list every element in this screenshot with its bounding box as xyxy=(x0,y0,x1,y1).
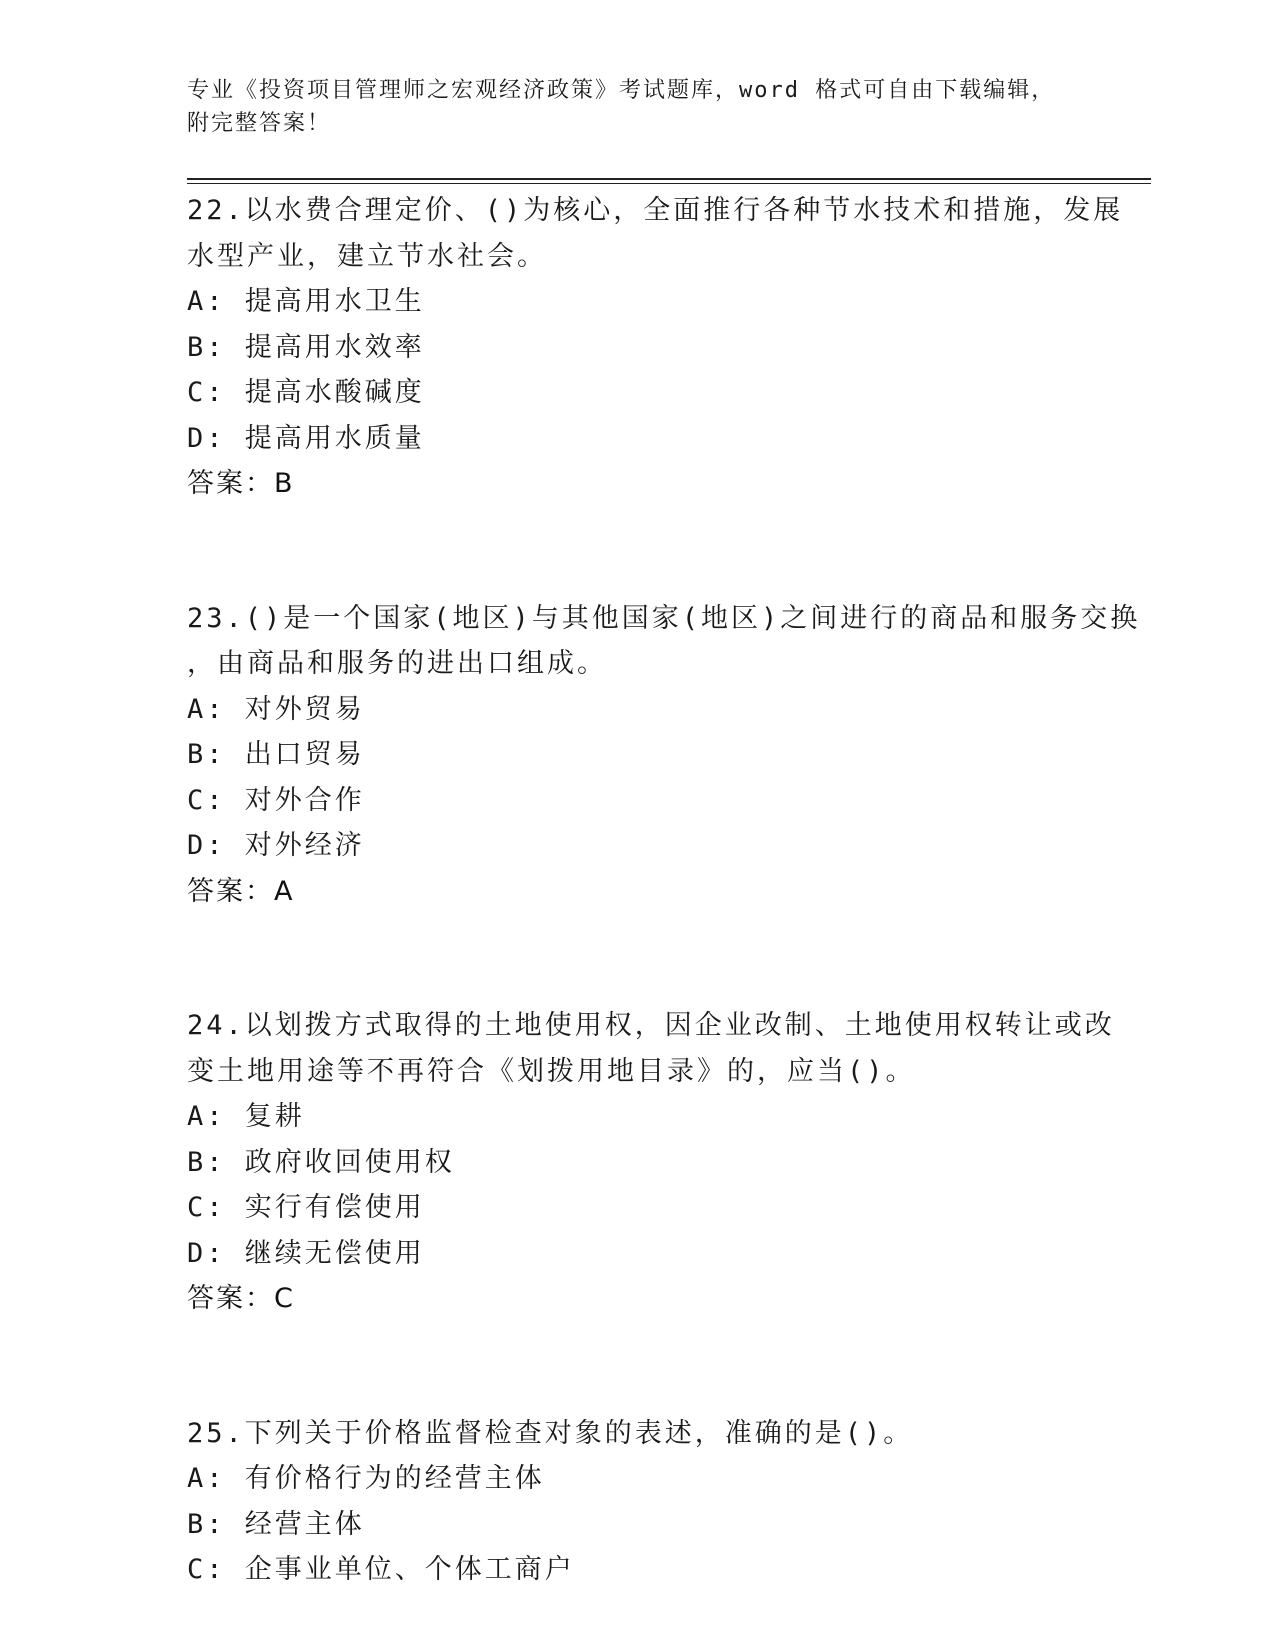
option-a: A: 复耕 xyxy=(187,1101,305,1132)
option-a: A: 有价格行为的经营主体 xyxy=(187,1463,545,1494)
question-stem-line: 22.以水费合理定价、()为核心，全面推行各种节水技术和措施，发展 xyxy=(187,195,1124,226)
question-spacer xyxy=(187,507,1087,596)
question-list xyxy=(187,188,1141,1593)
option-c: C: 企事业单位、个体工商户 xyxy=(187,1554,575,1585)
question-stem-line: 24.以划拨方式取得的土地使用权，因企业改制、土地使用权转让或改 xyxy=(187,1010,1115,1041)
option-a: A: 提高用水卫生 xyxy=(187,286,425,317)
question-25 xyxy=(187,1411,1087,1593)
question-23 xyxy=(187,596,1141,915)
question-24 xyxy=(187,1003,1115,1322)
option-c: C: 对外合作 xyxy=(187,784,365,816)
question-spacer xyxy=(187,914,1087,1003)
option-b: B: 政府收回使用权 xyxy=(187,1146,455,1178)
question-stem-line: ，由商品和服务的进出口组成。 xyxy=(187,648,607,679)
option-c: C: 实行有偿使用 xyxy=(187,1192,425,1223)
question-22 xyxy=(187,188,1124,507)
question-stem-line: 水型产业，建立节水社会。 xyxy=(187,240,547,272)
answer-line: 答案：A xyxy=(187,875,295,907)
header-line-1: 专业《投资项目管理师之宏观经济政策》考试题库，word 格式可自由下载编辑， xyxy=(187,78,1056,103)
option-d: D: 提高用水质量 xyxy=(187,422,425,454)
option-a: A: 对外贸易 xyxy=(187,693,365,725)
option-b: B: 经营主体 xyxy=(187,1508,365,1540)
answer-line: 答案：B xyxy=(187,468,295,499)
answer-line: 答案：C xyxy=(187,1283,295,1314)
option-d: D: 对外经济 xyxy=(187,830,365,861)
question-stem-line: 25.下列关于价格监督检查对象的表述，准确的是()。 xyxy=(187,1417,914,1449)
option-d: D: 继续无偿使用 xyxy=(187,1237,425,1269)
question-stem-line: 变土地用途等不再符合《划拨用地目录》的，应当()。 xyxy=(187,1055,916,1087)
option-b: B: 提高用水效率 xyxy=(187,331,425,363)
header-line-2: 附完整答案！ xyxy=(187,111,332,136)
document-header xyxy=(187,74,1087,140)
option-b: B: 出口贸易 xyxy=(187,739,365,770)
question-stem-line: 23.()是一个国家(地区)与其他国家(地区)之间进行的商品和服务交换 xyxy=(187,602,1141,634)
question-spacer xyxy=(187,1322,1087,1411)
header-divider-thick xyxy=(187,178,1151,180)
header-divider-thin xyxy=(187,183,1151,184)
option-c: C: 提高水酸碱度 xyxy=(187,377,425,408)
